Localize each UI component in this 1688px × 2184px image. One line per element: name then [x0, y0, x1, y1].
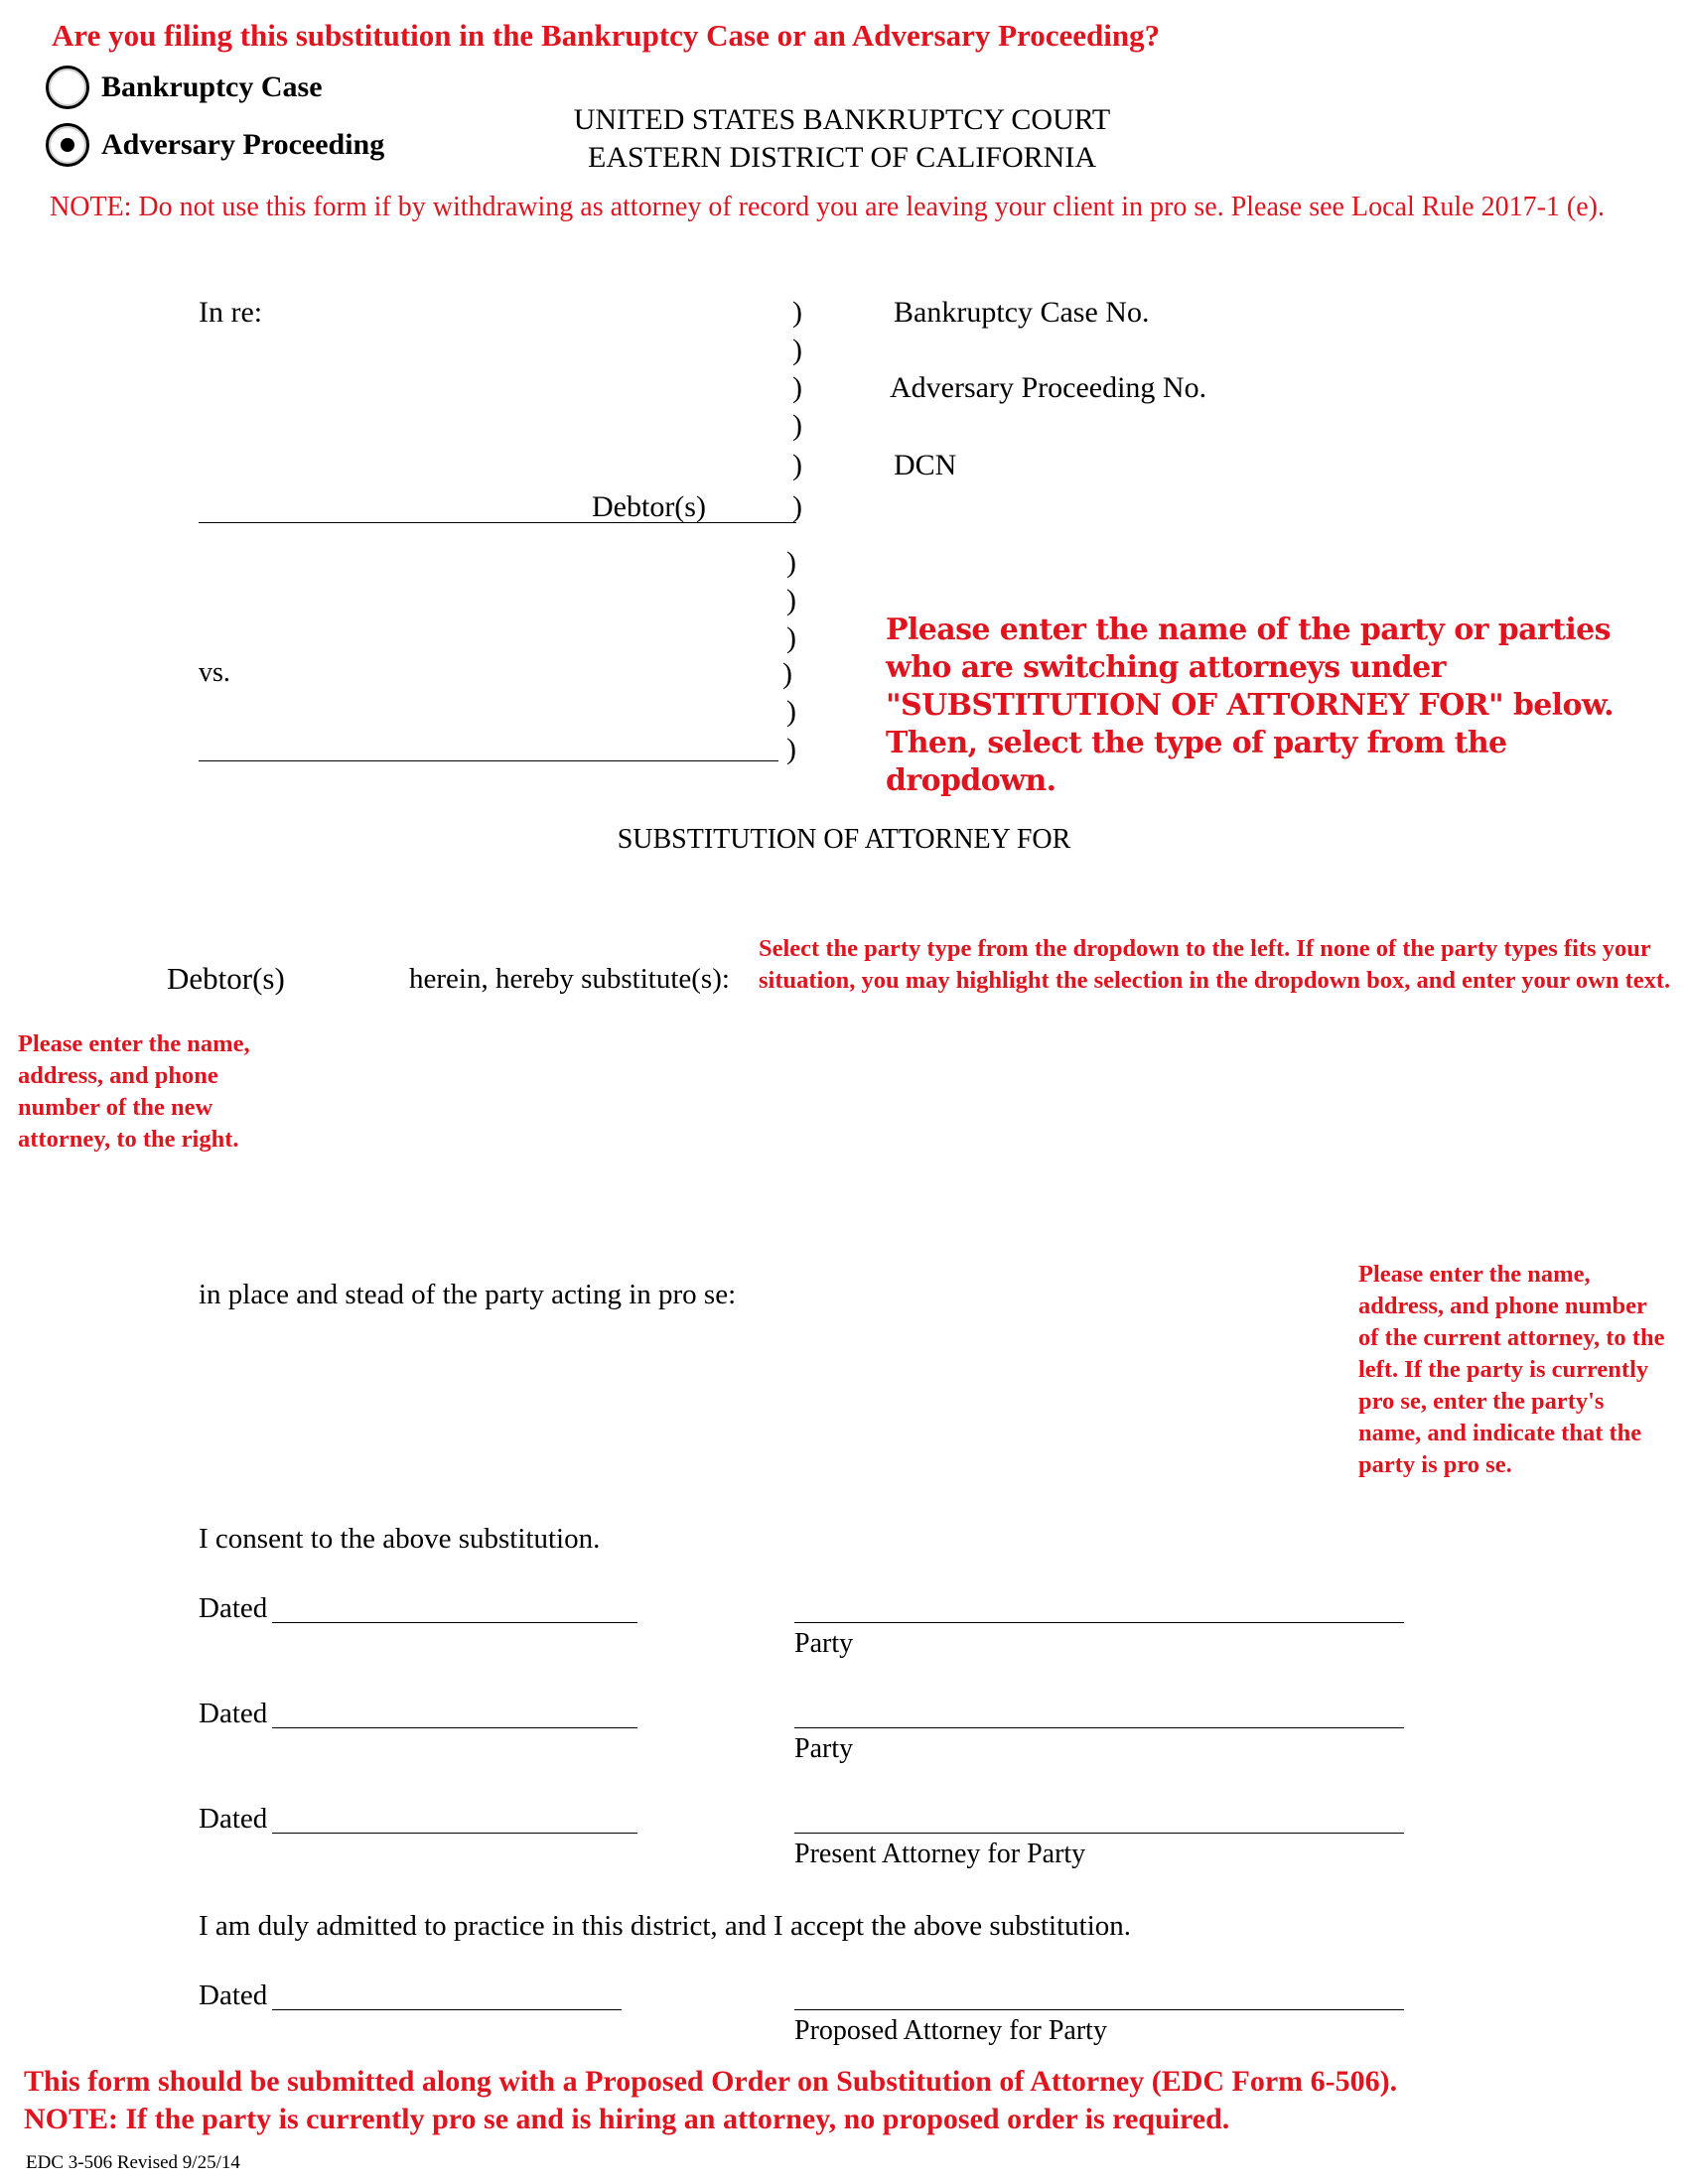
adversary-proceeding-no-label: Adversary Proceeding No.	[890, 371, 1207, 404]
signature-role: Party	[794, 1628, 854, 1659]
admitted-text: I am duly admitted to practice in this district, and I accept the above substitution.	[199, 1910, 1132, 1942]
signature-role: Present Attorney for Party	[794, 1839, 1086, 1869]
current-attorney-instruction: Please enter the name, address, and phone number of the current attorney, to the left. If the party is currently pro se, enter the party's name, and indicate that the party is pro se.	[1358, 1261, 1665, 1478]
caption-paren: )	[782, 657, 792, 690]
party-type-instruction: Select the party type from the dropdown to the left. If none of the party types fits your situation, you may highlight the selection in the dropdown box, and enter your own text.	[759, 935, 1671, 994]
signature-role: Proposed Attorney for Party	[794, 2015, 1107, 2046]
dated-label: Dated	[199, 1979, 268, 2011]
radio-circle-selected-icon[interactable]	[46, 123, 89, 167]
debtor-name-line[interactable]	[199, 522, 796, 523]
dated-label: Dated	[199, 1803, 268, 1835]
signature-line[interactable]	[794, 1622, 1404, 1623]
bankruptcy-case-no-label: Bankruptcy Case No.	[894, 296, 1150, 329]
caption-paren: )	[792, 334, 802, 366]
dcn-label: DCN	[894, 449, 957, 481]
radio-bankruptcy-case[interactable]	[46, 66, 373, 111]
signature-role: Party	[794, 1733, 854, 1764]
footer-note: NOTE: If the party is currently pro se and is hiring an attorney, no proposed order is required.	[24, 2103, 1230, 2135]
date-line[interactable]	[272, 1833, 637, 1834]
form-id: EDC 3-506 Revised 9/25/14	[26, 2152, 240, 2173]
debtors-label: Debtor(s)	[592, 490, 706, 523]
radio-label-adversary-proceeding: Adversary Proceeding	[101, 128, 385, 161]
court-name: UNITED STATES BANKRUPTCY COURT	[573, 103, 1111, 136]
new-attorney-instruction: Please enter the name, address, and phone number of the new attorney, to the right.	[18, 1030, 250, 1153]
caption-paren: )	[786, 546, 796, 579]
substitution-title: SUBSTITUTION OF ATTORNEY FOR	[617, 824, 1071, 855]
caption-paren: )	[792, 490, 802, 523]
top-note: NOTE: Do not use this form if by withdrawing as attorney of record you are leaving your client in pro se. Please see Local Rule 2017-1 (e).	[50, 192, 1606, 222]
in-re-label: In re:	[199, 296, 263, 329]
court-district: EASTERN DISTRICT OF CALIFORNIA	[588, 141, 1096, 174]
caption-paren: )	[786, 733, 796, 765]
herein-substitute-text: herein, hereby substitute(s):	[409, 963, 730, 995]
caption-paren: )	[786, 621, 796, 654]
footer-instruction: This form should be submitted along with a Proposed Order on Substitution of Attorney (EDC Form 6-506).	[24, 2065, 1398, 2098]
caption-paren: )	[792, 371, 802, 404]
consent-text: I consent to the above substitution.	[199, 1523, 601, 1555]
radio-circle-icon[interactable]	[46, 66, 89, 109]
in-place-stead-text: in place and stead of the party acting in pro se:	[199, 1279, 737, 1310]
dated-label: Dated	[199, 1592, 268, 1624]
filing-type-question: Are you filing this substitution in the Bankruptcy Case or an Adversary Proceeding?	[52, 18, 1161, 53]
caption-paren: )	[786, 695, 796, 728]
caption-paren: )	[792, 296, 802, 329]
opposing-party-line[interactable]	[199, 760, 778, 761]
signature-line[interactable]	[794, 2009, 1404, 2010]
signature-line[interactable]	[794, 1833, 1404, 1834]
date-line[interactable]	[272, 1727, 637, 1728]
party-type-dropdown[interactable]: Debtor(s)	[167, 961, 285, 996]
date-line[interactable]	[272, 2009, 622, 2010]
dated-label: Dated	[199, 1698, 268, 1729]
radio-label-bankruptcy-case: Bankruptcy Case	[101, 70, 323, 103]
caption-paren: )	[792, 449, 802, 481]
parties-instruction: Please enter the name of the party or parties who are switching attorneys under "SUBSTITUTION OF ATTORNEY FOR" below. Then, select the type of party from the dropdown.	[886, 613, 1614, 798]
radio-adversary-proceeding[interactable]	[46, 123, 433, 169]
caption-paren: )	[786, 584, 796, 616]
radio-dot-icon	[61, 138, 74, 152]
caption-paren: )	[792, 409, 802, 442]
signature-line[interactable]	[794, 1727, 1404, 1728]
date-line[interactable]	[272, 1622, 637, 1623]
vs-label: vs.	[199, 657, 230, 688]
